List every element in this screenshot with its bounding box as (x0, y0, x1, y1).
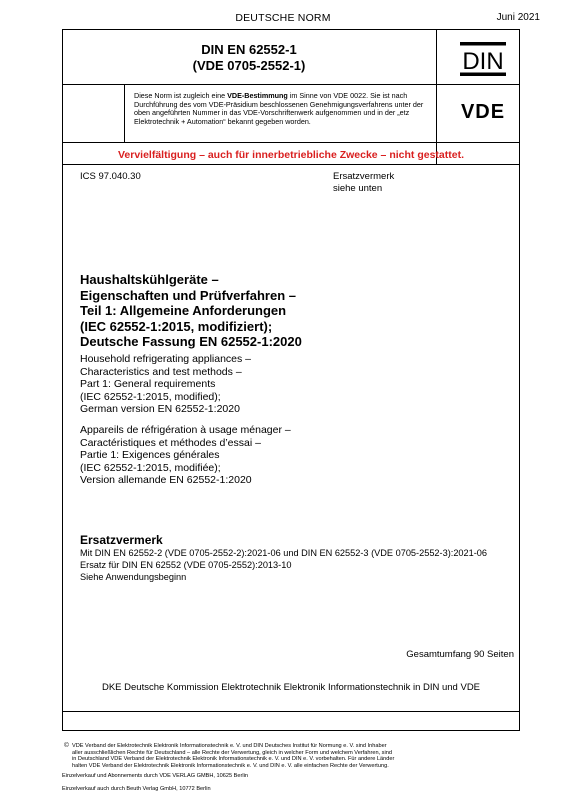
intro-left-divider (124, 84, 125, 142)
intro-divider (62, 142, 520, 143)
title-german-line: Eigenschaften und Prüfverfahren – (80, 287, 296, 303)
title-english-line: German version EN 62552-1:2020 (80, 403, 240, 416)
copyright-notice (62, 743, 522, 769)
vde-notice-bold: VDE-Bestimmung (227, 91, 288, 100)
replacement-line: Mit DIN EN 62552-2 (VDE 0705-2552-2):2021-06 und DIN EN 62552-3 (VDE 0705-2552-3):2021-06 (80, 548, 488, 558)
din-logo (460, 42, 506, 76)
title-french (80, 424, 500, 487)
sales-beuth-verlag: Einzelverkauf auch durch Beuth Verlag GmbH, 10772 Berlin (62, 786, 211, 792)
warning-divider (62, 164, 520, 165)
dke-commission: DKE Deutsche Kommission Elektrotechnik Elektronik Informationstechnik in DIN und VDE (101, 682, 481, 693)
title-english-line: (IEC 62552-1:2015, modified); (80, 390, 221, 403)
din-logo-text: DIN (462, 48, 504, 75)
vde-logo (451, 100, 515, 122)
title-french-line: (IEC 62552-1:2015, modifiée); (80, 461, 221, 474)
copyright-symbol: © (64, 742, 69, 749)
ics-code: ICS 97.040.30 (80, 171, 141, 182)
replacement-note-label: Ersatzvermerk (333, 171, 395, 182)
title-french-line: Appareils de réfrigération à usage ménager – (80, 424, 291, 436)
sales-vde-verlag: Einzelverkauf und Abonnements durch VDE VERLAG GMBH, 10625 Berlin (62, 773, 248, 779)
publication-date: Juni 2021 (496, 12, 540, 23)
reproduction-warning: Vervielfältigung – auch für innerbetriebliche Zwecke – nicht gestattet. (117, 149, 464, 161)
standard-number: DIN EN 62552-1 (201, 42, 297, 57)
logo-column-divider (436, 29, 437, 164)
title-divider (62, 84, 520, 85)
title-german-line: Deutsche Fassung EN 62552-1:2020 (80, 334, 302, 349)
vde-classification: (VDE 0705-2552-1) (192, 58, 306, 73)
replacement-note-reference (333, 171, 394, 195)
replacement-line: Siehe Anwendungsbeginn (80, 572, 187, 582)
vde-notice-pre: Diese Norm ist zugleich eine (134, 91, 228, 100)
replacement-note-hint: siehe unten (333, 183, 383, 194)
title-english-line: Part 1: General requirements (80, 378, 216, 391)
title-english-line: Characteristics and test methods – (80, 365, 242, 378)
replacement-heading: Ersatzvermerk (80, 533, 163, 547)
copyright-line: aller ausschließlichen Rechte für Deutschland – alle Rechte der Verwertung, gleich in welcher Form und welchem Verfahren, sind (72, 749, 392, 756)
vde-notice-post: im Sinne von VDE 0022. Sie ist nach Durchführung des vom VDE-Präsidium beschlossenen Genehmigungsverfahrens unter der oben angeführten Nummer in das VDE-Vorschriftenwerk aufgenommen und in der „etz Elektrotechnik + Automation“ bekannt gegeben worden. (134, 91, 424, 126)
copyright-line: VDE Verband der Elektrotechnik Elektronik Informationstechnik e. V. und DIN Deutsches Institut für Normung e. V. sind Inhaber (72, 743, 387, 749)
total-pages: Gesamtumfang 90 Seiten (406, 649, 514, 660)
title-german (80, 272, 500, 350)
title-french-line: Partie 1: Exigences générales (80, 449, 220, 462)
copyright-line: halten VDE Verband der Elektrotechnik Elektronik Informationstechnik e. V. und DIN e. V. alle einfachen Rechte der Verwertung. (72, 762, 389, 769)
title-french-line: Caractéristiques et méthodes d’essai – (80, 436, 261, 449)
title-german-line: Teil 1: Allgemeine Anforderungen (80, 303, 287, 318)
dke-divider (62, 711, 520, 712)
document-type-label: DEUTSCHE NORM (235, 12, 331, 24)
title-german-line: (IEC 62552-1:2015, modifiziert); (80, 318, 273, 334)
title-french-line: Version allemande EN 62552-1:2020 (80, 474, 252, 487)
copyright-line: in Deutschland VDE Verband der Elektrotechnik Elektronik Informationstechnik e. V. und DIN e. V. vorbehalten. Für andere Länder (72, 756, 395, 763)
title-english (80, 353, 500, 416)
vde-notice (134, 92, 434, 126)
replacement-line: Ersatz für DIN EN 62552 (VDE 0705-2552):2013-10 (80, 560, 292, 570)
title-german-line: Haushaltskühlgeräte – (80, 272, 219, 287)
title-english-line: Household refrigerating appliances – (80, 353, 252, 365)
vde-logo-text: VDE (460, 101, 506, 122)
